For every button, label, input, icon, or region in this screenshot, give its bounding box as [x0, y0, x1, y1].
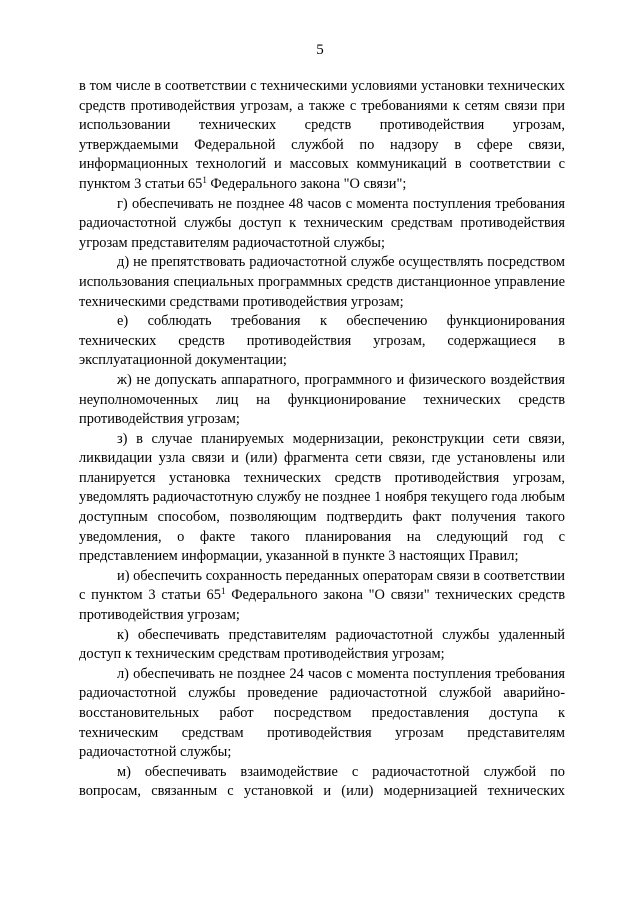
paragraph-text: Федерального закона "О связи" технических средств противодействия угрозам; — [79, 587, 565, 624]
paragraph-text: Федерального закона "О связи"; — [206, 175, 407, 192]
paragraph-item-k: к) обеспечивать представителям радиочастотной службы удаленный доступ к техническим средствам противодействия угрозам; — [79, 626, 565, 663]
paragraph-item-i — [79, 567, 565, 626]
paragraph-item-g: г) обеспечивать не позднее 48 часов с момента поступления требования радиочастотной службы доступ к техническим средствам противодействия угрозам представителям радиочастотной службы; — [79, 195, 565, 251]
footnote-superscript: 1 — [220, 586, 226, 597]
paragraph-item-d: д) не препятствовать радиочастотной службе осуществлять посредством использования специальных программных средств дистанционное управление техническими средствами противодействия угрозам; — [79, 254, 565, 310]
paragraph-continuation — [79, 77, 565, 195]
paragraph-item-m: м) обеспечивать взаимодействие с радиочастотной службой по вопросам, связанным с установкой и (или) модернизацией технических — [79, 763, 565, 800]
page-number: 5 — [316, 42, 324, 58]
paragraph-text: в том числе в соответствии с техническими условиями установки технических средств противодействия угрозам, а также с требованиями к сетям связи при использовании технических средств противодействия угрозам, утверждаемыми Федеральной службой по надзору в сфере связи, информационных технологий и массовых коммуникаций в соответствии с пунктом 3 статьи 65 — [79, 78, 565, 192]
document-body — [79, 77, 565, 802]
paragraph-item-e: е) соблюдать требования к обеспечению функционирования технических средств противодействия угрозам, содержащиеся в эксплуатационной документации; — [79, 313, 565, 369]
paragraph-item-z: з) в случае планируемых модернизации, реконструкции сети связи, ликвидации узла связи и (или) фрагмента сети связи, где установлены или планируется установка технических средств противодействия угрозам, уведомлять радиочастотную службу не позднее 1 ноября текущего года любым доступным способом, позволяющим подтвердить факт получения такого уведомления, о факте такого планирования на следующий год с представлением информации, указанной в пункте 3 настоящих Правил; — [79, 430, 565, 565]
paragraph-item-zh: ж) не допускать аппаратного, программного и физического воздействия неуполномоченных лиц на функционирование технических средств противодействия угрозам; — [79, 371, 565, 428]
paragraph-item-l: л) обеспечивать не позднее 24 часов с момента поступления требования радиочастотной службы проведение радиочастотной службой аварийно-восстановительных работ посредством предоставления доступа к техническим средствам противодействия угрозам представителям радиочастотной службы; — [79, 665, 565, 761]
footnote-superscript: 1 — [202, 174, 207, 185]
paragraph-text: и) обеспечить сохранность переданных операторам связи в соответствии с пунктом 3 статьи 65 — [79, 567, 565, 604]
